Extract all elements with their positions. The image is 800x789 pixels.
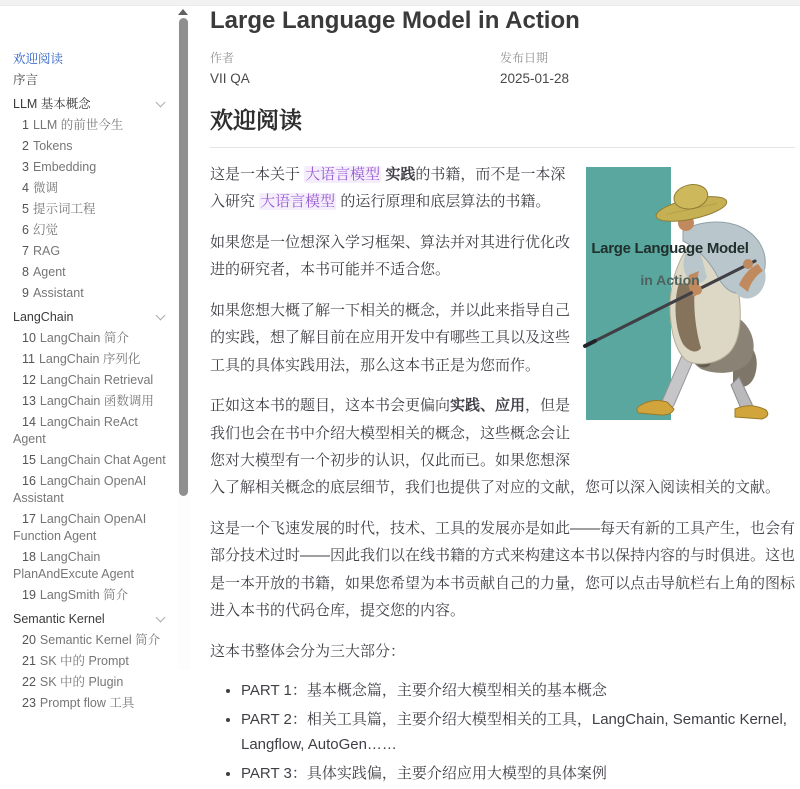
- chapter-label: SK 中的 Plugin: [39, 675, 124, 689]
- chapter-number: 3: [22, 160, 29, 174]
- text: 如果您想大概了解一下相关的概念，并以此来指导自己的实践，想了解目前在应用开发中有哪些工具以及这些工具的具体实践用法，那么这本书正是为您而作。: [210, 301, 571, 374]
- section-heading: 欢迎阅读: [210, 102, 795, 148]
- sidebar-chapter-link[interactable]: [0, 285, 177, 302]
- text: ，但是我们也会在书中介绍大模型相关的概念，这些概念会让您对大模型有一个初步的认识，仅此而已。如果您想深入了解相关概念的底层细节，我们也提供了对应的文献，您可以深入阅读相关的文献。: [210, 397, 781, 497]
- sidebar-chapter-link[interactable]: [0, 653, 177, 670]
- chevron-down-icon: [156, 613, 166, 623]
- farmer-illustration: [583, 163, 795, 455]
- chapter-label: LangChain 简介: [39, 331, 129, 345]
- chapter-label: LangChain 序列化: [38, 352, 141, 366]
- paragraph: [210, 638, 795, 665]
- sidebar-scrollbar[interactable]: [177, 6, 190, 670]
- cover-title-line2: in Action: [640, 272, 700, 289]
- sidebar-chapter-link[interactable]: [0, 138, 177, 155]
- paragraph: [210, 515, 795, 625]
- chapter-label: 幻觉: [32, 223, 58, 237]
- sidebar-chapter-link[interactable]: [0, 330, 177, 347]
- scrollbar-thumb[interactable]: [179, 18, 188, 496]
- chapter-label: Agent: [32, 265, 66, 279]
- chapter-label: LLM 的前世今生: [32, 118, 124, 132]
- sidebar-section-label: LLM 基本概念: [13, 97, 91, 111]
- cover-title: [591, 235, 749, 294]
- chapter-number: 22: [22, 675, 36, 689]
- sidebar-chapter-link[interactable]: [0, 549, 177, 583]
- chapter-number: 19: [22, 588, 36, 602]
- chapter-label: LangChain ReAct Agent: [13, 415, 138, 446]
- chapter-number: 15: [22, 453, 36, 467]
- chapter-number: 1: [22, 118, 29, 132]
- chapter-label: LangChain PlanAndExcute Agent: [13, 550, 134, 581]
- chapter-number: 13: [22, 394, 36, 408]
- chapter-label: Prompt flow 工具: [39, 696, 135, 710]
- chapter-label: Embedding: [32, 160, 97, 174]
- scroll-up-arrow-icon[interactable]: [178, 9, 188, 15]
- sidebar-chapter-link[interactable]: [0, 452, 177, 469]
- bold-text: 实践: [385, 166, 416, 183]
- chapter-label: LangChain Retrieval: [39, 373, 154, 387]
- main-content: [210, 7, 795, 789]
- text: 的运行原理和底层算法的书籍。: [336, 193, 551, 211]
- chapter-label: LangSmith 简介: [39, 588, 129, 602]
- chapter-number: 12: [22, 373, 36, 387]
- sidebar-section[interactable]: [0, 611, 177, 628]
- parts-list: [210, 678, 795, 786]
- chapter-label: SK 中的 Prompt: [39, 654, 129, 668]
- author-value: VII QA: [210, 71, 250, 86]
- sidebar-chapter-link[interactable]: [0, 372, 177, 389]
- chapter-label: Tokens: [32, 139, 73, 153]
- chapter-label: LangChain Chat Agent: [39, 453, 166, 467]
- chevron-down-icon: [156, 98, 166, 108]
- chapter-number: 4: [22, 181, 29, 195]
- sidebar-chapter-link[interactable]: [0, 117, 177, 134]
- sidebar-chapter-link[interactable]: [0, 587, 177, 604]
- text: 这是一个飞速发展的时代，技术、工具的发展亦是如此——每天有新的工具产生，也会有部分技术过时——因此我们以在线书籍的方式来构建这本书以保持内容的与时俱进。这也是一本开放的书籍，如果您希望为本书贡献自己的力量，您可以点击导航栏右上角的图标进入本书的代码仓库，提交您的内容。: [210, 519, 796, 620]
- chapter-number: 7: [22, 244, 29, 258]
- sidebar-chapter-link[interactable]: [0, 159, 177, 176]
- publish-date-value: 2025-01-28: [500, 71, 570, 86]
- sidebar-section-label: Semantic Kernel: [13, 612, 105, 626]
- text: 的书籍，而不是一本深入研究: [210, 166, 566, 211]
- sidebar-chapter-link[interactable]: [0, 264, 177, 281]
- term-link[interactable]: 大语言模型: [305, 166, 381, 183]
- text: 正如这本书的题目，这本书会更偏向: [210, 397, 451, 415]
- sidebar-chapter-link[interactable]: [0, 180, 177, 197]
- text: 这是一本关于: [210, 166, 305, 183]
- sidebar-chapter-link[interactable]: [0, 473, 177, 507]
- book-cover: [583, 163, 795, 455]
- chevron-down-icon: [156, 311, 166, 321]
- cover-title-line1: Large Language Model: [591, 240, 749, 257]
- chapter-label: Semantic Kernel 简介: [39, 633, 161, 647]
- sidebar-section-label: LangChain: [13, 310, 74, 324]
- chapter-number: 5: [22, 202, 29, 216]
- chapter-label: RAG: [32, 244, 61, 258]
- sidebar-link-active[interactable]: 欢迎阅读: [13, 52, 64, 66]
- meta-row: [210, 49, 795, 86]
- author-block: [210, 49, 500, 86]
- sidebar-link[interactable]: 序言: [13, 73, 39, 87]
- chapter-number: 2: [22, 139, 29, 153]
- author-label: 作者: [210, 51, 235, 65]
- page-title: Large Language Model in Action: [210, 7, 580, 34]
- sidebar-chapter-link[interactable]: [0, 632, 177, 649]
- chapter-number: 14: [22, 415, 36, 429]
- chapter-number: 23: [22, 696, 36, 710]
- article-body: [210, 161, 795, 665]
- sidebar-chapter-link[interactable]: [0, 511, 177, 545]
- sidebar-chapter-link[interactable]: [0, 201, 177, 218]
- bold-text: 实践、应用: [450, 397, 526, 415]
- chapter-label: 微调: [32, 181, 58, 195]
- sidebar-chapter-link[interactable]: [0, 695, 177, 712]
- chapter-number: 11: [22, 352, 35, 366]
- chapter-number: 9: [22, 286, 29, 300]
- sidebar-chapter-link[interactable]: [0, 243, 177, 260]
- chapter-number: 6: [22, 223, 29, 237]
- sidebar-section[interactable]: [0, 96, 177, 113]
- sidebar-chapter-link[interactable]: [0, 351, 177, 368]
- chapter-label: 提示词工程: [32, 202, 96, 216]
- sidebar-chapter-link[interactable]: [0, 393, 177, 410]
- chapter-label: LangChain 函数调用: [39, 394, 154, 408]
- part-item: • PART 2：相关工具篇，主要介绍大模型相关的工具，LangChain, Semantic Kernel, Langflow, AutoGen……: [241, 707, 795, 758]
- chapter-number: 10: [22, 331, 36, 345]
- sidebar-section[interactable]: [0, 309, 177, 326]
- text: 如果您是一位想深入学习框架、算法并对其进行优化改进的研究者，本书可能并不适合您。: [210, 233, 571, 279]
- chapter-number: 18: [22, 550, 36, 564]
- publish-date-label: 发布日期: [500, 51, 549, 65]
- term-link[interactable]: 大语言模型: [260, 193, 336, 211]
- top-edge: [0, 0, 800, 6]
- chapter-number: 17: [22, 512, 36, 526]
- chapter-label: Assistant: [32, 286, 84, 300]
- publish-date-block: [500, 49, 790, 86]
- chapter-number: 20: [22, 633, 36, 647]
- sidebar-chapter-link[interactable]: [0, 222, 177, 239]
- sidebar: [0, 7, 177, 710]
- sidebar-chapter-link[interactable]: [0, 414, 177, 448]
- sidebar-nav: [0, 51, 177, 712]
- chapter-number: 16: [22, 474, 36, 488]
- part-item: • PART 3：具体实践偏，主要介绍应用大模型的具体案例: [241, 761, 795, 787]
- chapter-label: LangChain OpenAI Function Agent: [13, 512, 147, 543]
- sidebar-chapter-link[interactable]: [0, 674, 177, 691]
- text: 这本书整体会分为三大部分：: [210, 642, 406, 660]
- chapter-number: 8: [22, 265, 29, 279]
- part-item: • PART 1：基本概念篇，主要介绍大模型相关的基本概念: [241, 678, 795, 704]
- chapter-number: 21: [22, 654, 36, 668]
- chapter-label: LangChain OpenAI Assistant: [13, 474, 147, 505]
